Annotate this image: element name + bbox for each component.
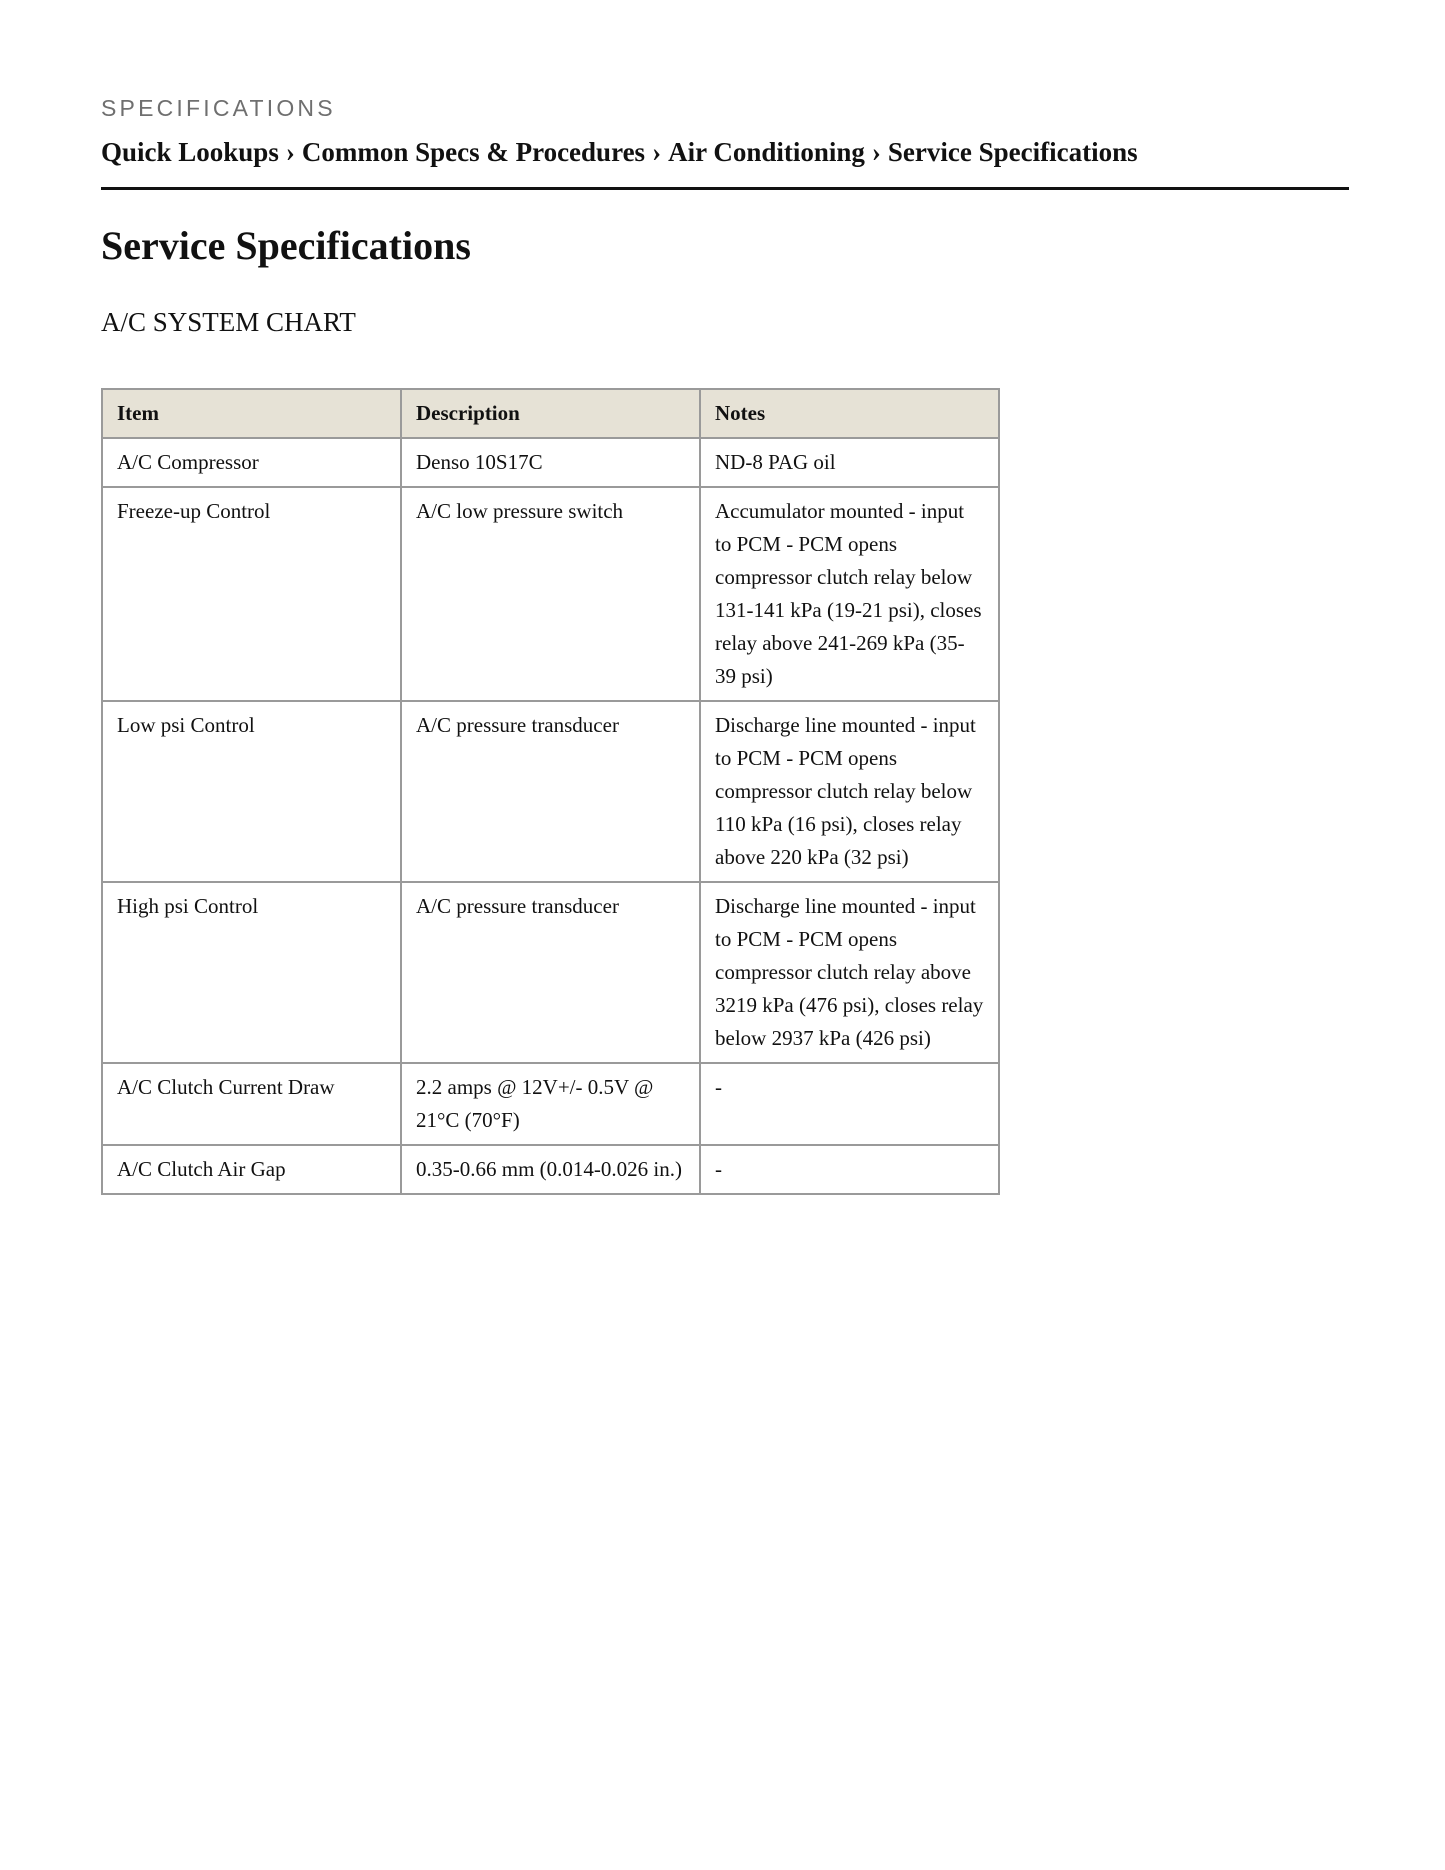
cell-item: A/C Clutch Current Draw xyxy=(102,1063,401,1145)
table-header-row xyxy=(102,389,999,438)
table-row xyxy=(102,438,999,487)
cell-item: Low psi Control xyxy=(102,701,401,882)
breadcrumb-separator: › xyxy=(652,137,662,167)
cell-description: 2.2 amps @ 12V+/- 0.5V @ 21°C (70°F) xyxy=(401,1063,700,1145)
breadcrumb xyxy=(101,137,1138,168)
cell-description: 0.35-0.66 mm (0.014-0.026 in.) xyxy=(401,1145,700,1194)
table-row xyxy=(102,1145,999,1194)
cell-description: A/C pressure transducer xyxy=(401,882,700,1063)
cell-item: A/C Compressor xyxy=(102,438,401,487)
column-header-notes: Notes xyxy=(700,389,999,438)
header-divider xyxy=(101,187,1349,190)
cell-notes: - xyxy=(700,1063,999,1145)
breadcrumb-link-quick-lookups[interactable]: Quick Lookups xyxy=(101,137,279,167)
cell-notes: Accumulator mounted - input to PCM - PCM opens compressor clutch relay below 131-141 kPa (19-21 psi), closes relay above 241-269 kPa (35-39 psi) xyxy=(700,487,999,701)
table-row xyxy=(102,487,999,701)
cell-description: A/C pressure transducer xyxy=(401,701,700,882)
column-header-description: Description xyxy=(401,389,700,438)
table-row xyxy=(102,1063,999,1145)
cell-item: Freeze-up Control xyxy=(102,487,401,701)
cell-notes: Discharge line mounted - input to PCM - PCM opens compressor clutch relay above 3219 kPa (476 psi), closes relay below 2937 kPa (426 psi) xyxy=(700,882,999,1063)
table-row xyxy=(102,701,999,882)
cell-notes: ND-8 PAG oil xyxy=(700,438,999,487)
cell-notes: Discharge line mounted - input to PCM - PCM opens compressor clutch relay below 110 kPa (16 psi), closes relay above 220 kPa (32 psi) xyxy=(700,701,999,882)
table-row xyxy=(102,882,999,1063)
cell-notes: - xyxy=(700,1145,999,1194)
breadcrumb-link-air-conditioning[interactable]: Air Conditioning xyxy=(668,137,865,167)
section-heading: A/C SYSTEM CHART xyxy=(101,307,356,337)
breadcrumb-link-common-specs[interactable]: Common Specs & Procedures xyxy=(301,137,646,167)
breadcrumb-separator: › xyxy=(285,137,295,167)
cell-description: A/C low pressure switch xyxy=(401,487,700,701)
breadcrumb-current-page: Service Specifications xyxy=(887,137,1138,167)
cell-description: Denso 10S17C xyxy=(401,438,700,487)
spec-table xyxy=(101,388,1000,1195)
column-header-item: Item xyxy=(102,389,401,438)
breadcrumb-separator: › xyxy=(871,137,881,167)
section-label: SPECIFICATIONS xyxy=(101,95,336,121)
cell-item: A/C Clutch Air Gap xyxy=(102,1145,401,1194)
page-title: Service Specifications xyxy=(101,223,471,268)
cell-item: High psi Control xyxy=(102,882,401,1063)
